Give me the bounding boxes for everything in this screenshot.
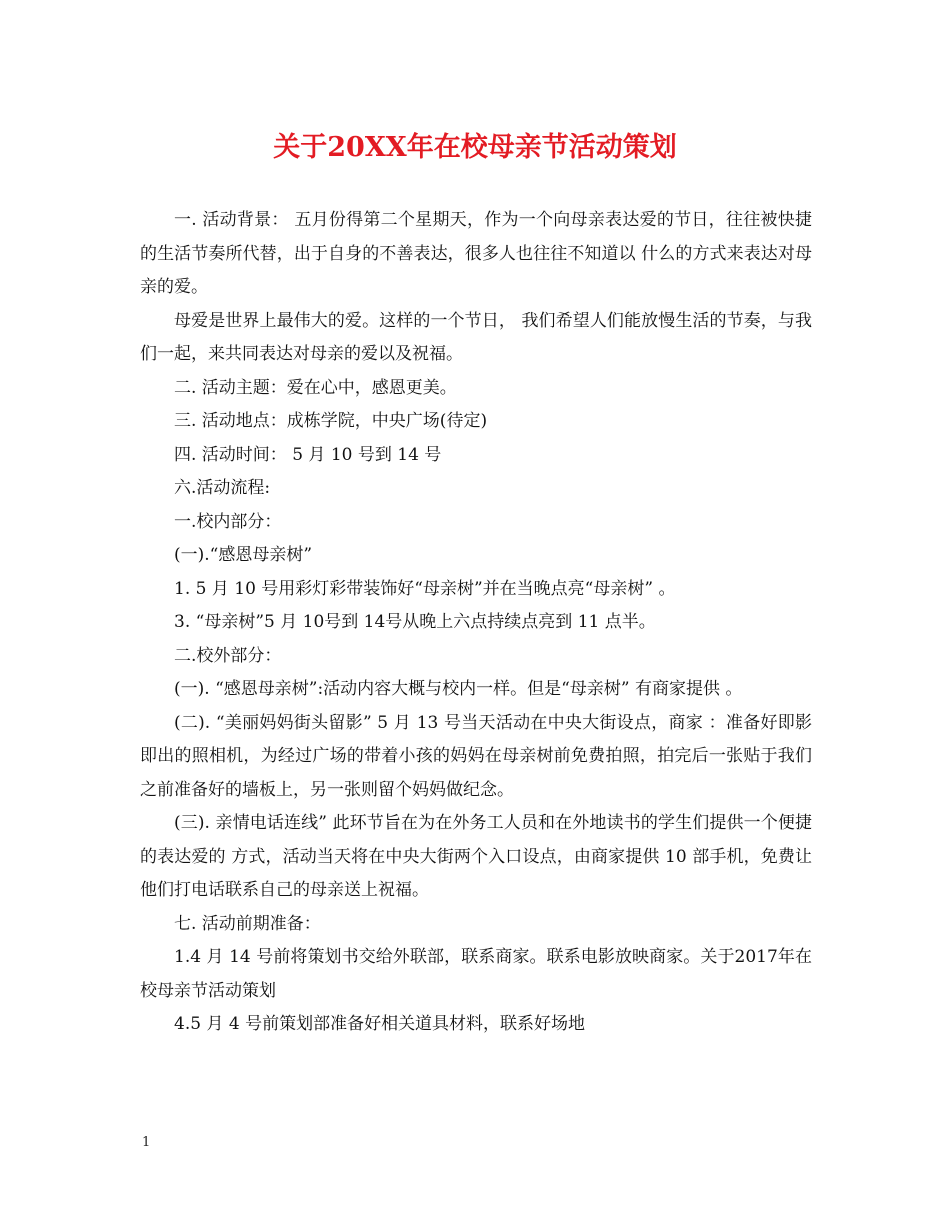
paragraph-prep-4: 4.5 月 4 号前策划部准备好相关道具材料，联系好场地 <box>174 1014 586 1034</box>
paragraph-preparation-heading: 七. 活动前期准备： <box>174 913 321 934</box>
paragraph-time: 四. 活动时间： 5 月 10 号到 14 号 <box>174 444 442 465</box>
paragraph-location: 三. 活动地点：成栋学院，中央广场(待定) <box>174 411 488 431</box>
paragraph-off-campus-tree: (一). “感恩母亲树”:活动内容大概与校内一样。但是“母亲树” 有商家提供 。 <box>174 679 743 699</box>
paragraph-process-heading: 六.活动流程: <box>174 478 271 498</box>
paragraph-step-3: 3. “母亲树”5 月 10号到 14号从晚上六点持续点亮到 11 点半。 <box>174 612 656 632</box>
paragraph-step-1: 1. 5 月 10 号用彩灯彩带装饰好“母亲树”并在当晚点亮“母亲树” 。 <box>174 578 676 599</box>
paragraph-mothers-love: 母爱是世界上最伟大的爱。这样的一个节日， 我们希望人们能放慢生活的节奏，与我们一起，来共同表达对母亲的爱以及祝福。 <box>140 310 812 364</box>
paragraph-street-photo: (二). “美丽妈妈街头留影” 5 月 13 号当天活动在中央大街设点，商家 ：准备好即影即出的照相机，为经过广场的带着小孩的妈妈在母亲树前免费拍照，拍完后一张贴于我们之前准备好的墙板上，另一张则留个妈妈做纪念。 <box>140 712 812 800</box>
paragraph-theme: 二. 活动主题：爱在心中，感恩更美。 <box>174 377 457 398</box>
paragraph-on-campus-heading: 一.校内部分： <box>174 511 282 532</box>
paragraph-off-campus-heading: 二.校外部分： <box>174 645 282 666</box>
paragraph-prep-1: 1.4 月 14 号前将策划书交给外联部，联系商家。联系电影放映商家。关于2017年在校母亲节活动策划 <box>140 947 812 1001</box>
paragraph-gratitude-tree-heading: (一).“感恩母亲树” <box>174 545 313 565</box>
paragraph-phone-call: (三). 亲情电话连线” 此环节旨在为在外务工人员和在外地读书的学生们提供一个便捷的表达爱的 方式，活动当天将在中央大街两个入口设点，由商家提供 10 部手机，免费让他们打电话联系自己的母亲送上祝福。 <box>140 813 812 900</box>
paragraph-background: 一. 活动背景： 五月份得第二个星期天，作为一个向母亲表达爱的节日，往往被快捷的生活节奏所代替，出于自身的不善表达，很多人也往往不知道以 什么的方式来表达对母亲的爱。 <box>140 210 812 297</box>
document-title: 关于20XX年在校母亲节活动策划 <box>273 132 677 163</box>
page-number: 1 <box>142 1135 151 1150</box>
document-body <box>140 204 812 1042</box>
